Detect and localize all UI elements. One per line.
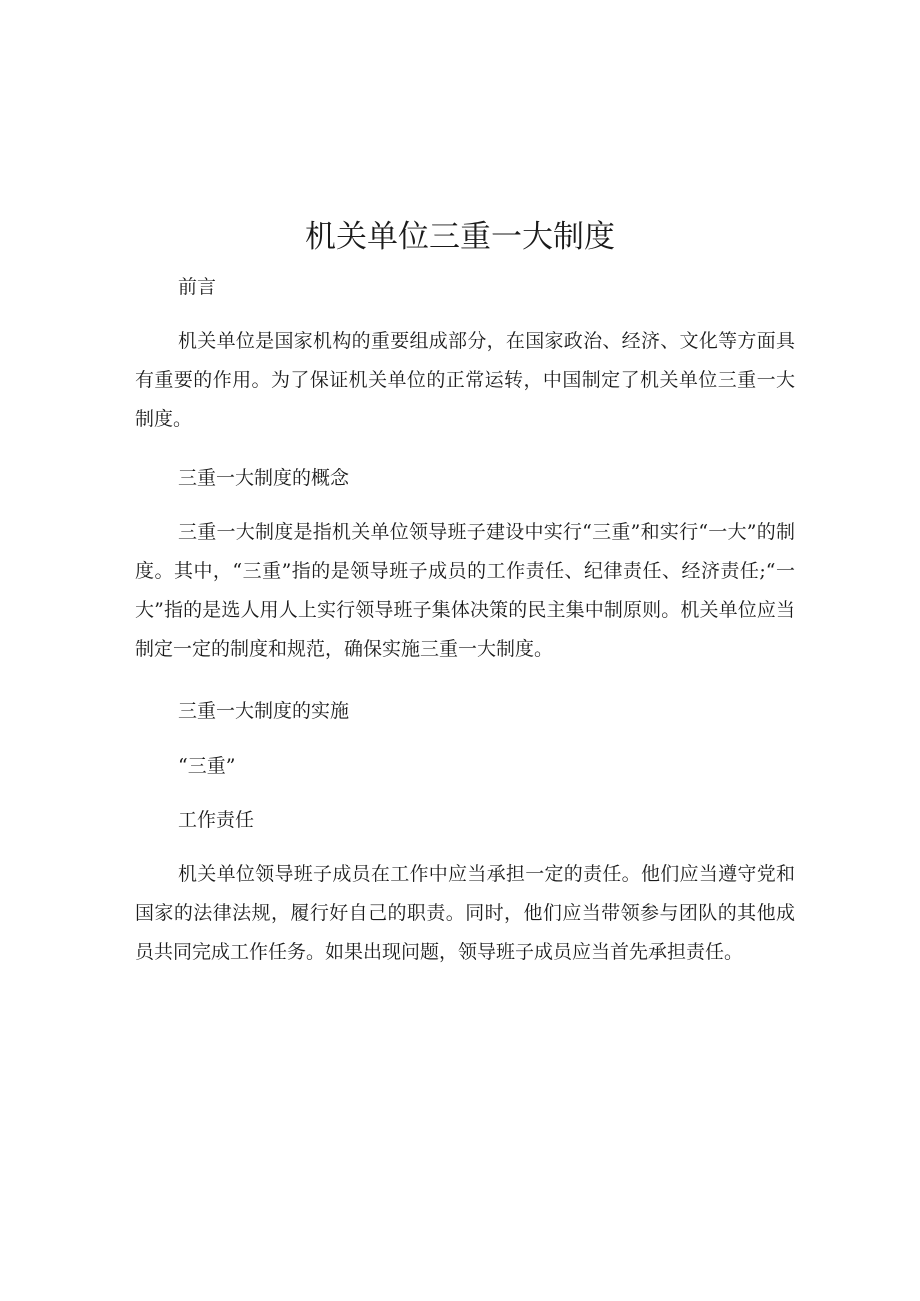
work-responsibility-heading: 工作责任: [178, 809, 255, 831]
document-title: 机关单位三重一大制度: [305, 219, 615, 255]
concept-paragraph: 三重一大制度是指机关单位领导班子建设中实行“三重”和实行“一大”的制度。其中，“三重”指的是领导班子成员的工作责任、纪律责任、经济责任;“一大”指的是选人用人上实行领导班子集体决策的民主集中制原则。机关单位应当制定一定的制度和规范，确保实施三重一大制度。: [135, 521, 795, 660]
implementation-heading: 三重一大制度的实施: [178, 700, 350, 722]
preface-heading: 前言: [178, 276, 217, 298]
preface-paragraph: 机关单位是国家机构的重要组成部分，在国家政治、经济、文化等方面具有重要的作用。为了保证机关单位的正常运转，中国制定了机关单位三重一大制度。: [135, 330, 795, 430]
work-responsibility-paragraph: 机关单位领导班子成员在工作中应当承担一定的责任。他们应当遵守党和国家的法律法规，履行好自己的职责。同时，他们应当带领参与团队的其他成员共同完成工作任务。如果出现问题，领导班子成员应当首先承担责任。: [135, 863, 795, 963]
concept-heading: 三重一大制度的概念: [178, 467, 350, 489]
sanzhong-heading: “三重”: [178, 755, 236, 777]
